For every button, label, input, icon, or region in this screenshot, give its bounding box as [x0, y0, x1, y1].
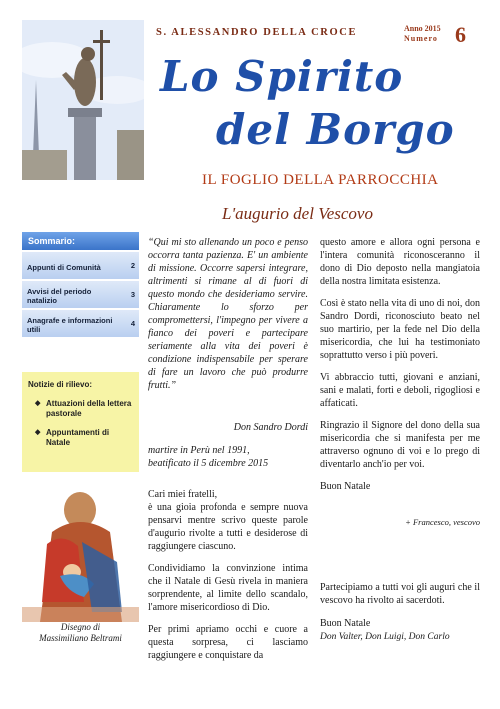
- issue-number: 6: [455, 22, 466, 47]
- paragraph: Buon Natale: [320, 481, 371, 492]
- drawing-caption: [22, 622, 139, 644]
- priests-signature: Don Valter, Don Luigi, Don Carlo: [320, 632, 450, 642]
- toc-item[interactable]: [22, 252, 139, 279]
- year-label: Anno 2015: [404, 24, 441, 33]
- caption-line: Disegno di: [60, 622, 101, 632]
- toc-item-label: Appunti di Comunità: [27, 262, 101, 272]
- quote-author: Don Sandro Dordi: [233, 422, 308, 433]
- toc-title: Sommario:: [22, 232, 139, 250]
- quote-text: “Qui mi sto allenando un poco e penso occorra tanta pazienza. E' un ambiente di missione. Occorre sapersi integrare, altrimenti si rimane al di fuori di questo mondo che desideriamo servire. Chiaramente lo sforzo per compromettersi, l'impegno per vivere a fianco dei poveri e partecipare seriamente alla vita dei poveri è condizione indispensabile per sperare di fare un lavoro che può produrre frutti.”: [148, 237, 308, 391]
- bishop-signature: + Francesco, vescovo: [405, 517, 480, 527]
- paragraph: Cari miei fratelli,: [148, 489, 218, 500]
- masthead-subtitle: IL FOGLIO DELLA PARROCCHIA: [202, 172, 439, 188]
- paragraph: Ringrazio il Signore del dono della sua misericordia che si manifesta per me attraverso ognuno di voi e lo prego di diventarlo anch'io per voi.: [320, 420, 480, 470]
- quote-author-note: [148, 444, 308, 470]
- note-line: martire in Perù nel 1991,: [148, 445, 250, 456]
- letter-column-right: [320, 236, 480, 502]
- note-line: beatificato il 5 dicembre 2015: [148, 458, 269, 469]
- toc-item-label: Anagrafe e informazioni utili: [27, 316, 113, 334]
- paragraph: è una gioia profonda e sempre nuova pensarvi mentre scrivo queste parole d'augurio rivolte a tutti e desiderose di raggiungere ciascuno.: [148, 502, 308, 552]
- article-headline: L'augurio del Vescovo: [222, 204, 373, 223]
- highlights-list: [28, 399, 133, 448]
- masthead-title-line2: del Borgo: [216, 105, 455, 154]
- statue-photo: [22, 20, 144, 180]
- paragraph: Partecipiamo a tutti voi gli auguri che il vescovo ha rivolto ai sacerdoti.: [320, 582, 480, 606]
- nativity-drawing: [22, 472, 139, 622]
- toc-item[interactable]: [22, 310, 139, 337]
- toc-item-page: 3: [130, 290, 135, 299]
- masthead-title-line1: Lo Spirito: [160, 52, 404, 101]
- caption-line: Massimiliano Beltrami: [39, 633, 122, 643]
- toc-item-page: 2: [130, 261, 135, 270]
- highlights-title: Notizie di rilievo:: [28, 380, 93, 389]
- highlights-box: [22, 372, 139, 472]
- paragraph: Buon Natale: [320, 618, 371, 629]
- paragraph: questo amore e allora ogni persona e l'intera comunità riconosceranno il dono di Dio deposto nella mangiatoia della nostra limitata esistenza.: [320, 237, 480, 287]
- table-of-contents: [22, 232, 139, 337]
- highlight-item: ◆ Appuntamenti di Natale: [38, 428, 133, 448]
- toc-item[interactable]: [22, 281, 139, 308]
- toc-item-label: Avvisi del periodo natalizio: [27, 287, 92, 305]
- paragraph: Così è stato nella vita di uno di noi, don Sandro Dordi, riconosciuto beato nel suo martirio, per la fede nel Dio della misericordia, che lui ha testimoniato soprattutto verso i più poveri.: [320, 298, 480, 361]
- parish-name: S. ALESSANDRO DELLA CROCE: [156, 27, 358, 38]
- number-label: Numero: [404, 34, 438, 43]
- paragraph: Vi abbraccio tutti, giovani e anziani, sani e malati, forti e deboli, rigogliosi e affaticati.: [320, 372, 480, 409]
- toc-item-page: 4: [130, 319, 135, 328]
- highlight-item: ◆ Attuazioni della lettera pastorale: [38, 399, 133, 419]
- closing-block: [320, 571, 480, 640]
- paragraph: Condividiamo la convinzione intima che il Natale di Gesù rivela in maniera sorprendente, al limite dello scandalo, l'amore misericordioso di Dio.: [148, 563, 308, 613]
- paragraph: Per primi apriamo occhi e cuore a questa sorpresa, ci lasciamo raggiungere e conquistare da: [148, 624, 308, 661]
- letter-column-left: [148, 488, 308, 671]
